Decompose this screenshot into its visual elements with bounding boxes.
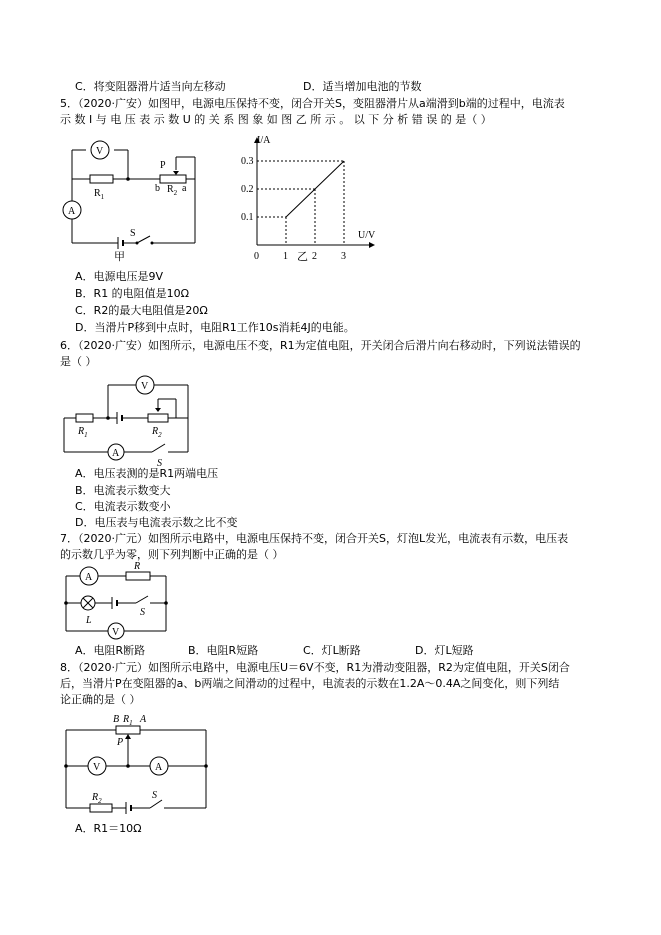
q8-slider-p-label: P	[117, 737, 124, 748]
q5-option-b: B．R1 的电阻值是10Ω	[75, 287, 190, 300]
q5-voltmeter-label: V	[96, 146, 104, 157]
y-tick-label: 0.2	[241, 184, 254, 195]
y-tick-label: 0.1	[241, 212, 254, 223]
x-tick-label: 1	[283, 251, 288, 262]
q5-r1-label: $R_1$	[94, 188, 105, 201]
q8-switch-label: S	[152, 790, 157, 801]
q5-r2-label: $R_2$	[167, 184, 178, 197]
q7-resistor-label: R	[134, 561, 141, 572]
q8-end-b-label: B	[113, 714, 120, 725]
q7-switch-label: S	[140, 607, 145, 618]
q7-lamp-label: L	[86, 615, 92, 626]
q5-figure-jia-caption: 甲	[114, 250, 125, 263]
y-tick-label: 0.3	[241, 156, 254, 167]
q5-ammeter-label: A	[68, 206, 76, 217]
q5-switch-label: S	[130, 228, 136, 239]
q7-stem-line2: 的示数几乎为零，则下列判断中正确的是（ ）	[60, 548, 284, 561]
q8-r1-label: $R_1$	[123, 714, 133, 727]
q6-r1-label: $R_1$	[78, 426, 88, 439]
q6-option-d: D．电压表与电流表示数之比不变	[75, 516, 238, 529]
x-tick-label: 0	[254, 251, 259, 262]
q4-option-c: C．将变阻器滑片适当向左移动	[75, 80, 226, 93]
q5-stem-line1: 5．（2020·广安）如图甲，电源电压保持不变，闭合开关S，变阻器滑片从a端滑到b端的过程中，电流表	[60, 97, 565, 110]
q6-stem-line1: 6．（2020·广安）如图所示，电源电压不变，R1为定值电阻，开关闭合后滑片向右移动时，下列说法错误的	[60, 339, 581, 352]
q5-option-c: C．R2的最大电阻值是20Ω	[75, 304, 208, 317]
q7-ammeter-label: A	[85, 572, 93, 583]
q7-option-b: B．电阻R短路	[188, 644, 259, 657]
q7-voltmeter-label: V	[112, 627, 120, 638]
q5-figure-yi-caption: 乙	[297, 250, 308, 263]
q8-stem-line3: 论正确的是（ ）	[60, 693, 141, 706]
q5-stem-line2: 示 数 I 与 电 压 表 示 数 U 的 关 系 图 象 如 图 乙 所 示 。 以 下 分 析 错 误 的 是（ ）	[60, 113, 492, 126]
q5-slider-p-label: P	[160, 160, 166, 171]
q7-stem-line1: 7．（2020·广元）如图所示电路中，电源电压保持不变，闭合开关S，灯泡L发光，电流表有示数，电压表	[60, 532, 569, 545]
chart-xlabel: U/V	[358, 230, 376, 241]
q8-stem-line2: 后，当滑片P在变阻器的a、b两端之间滑动的过程中，电流表的示数在1.2A～0.4A之间变化，则下列结	[60, 677, 560, 690]
q5-end-a-label: a	[182, 183, 187, 194]
q6-option-a: A．电压表测的是R1两端电压	[75, 467, 219, 480]
q8-ammeter-label: A	[155, 762, 163, 773]
q8-end-a-label: A	[140, 714, 147, 725]
q7-option-d: D．灯L短路	[415, 644, 474, 657]
q8-r2-label: $R_2$	[92, 792, 102, 805]
q8-voltmeter-label: V	[93, 762, 101, 773]
q7-option-c: C．灯L断路	[303, 644, 361, 657]
q5-option-d: D．当滑片P移到中点时，电阻R1工作10s消耗4J的电能。	[75, 321, 355, 334]
q6-voltmeter-label: V	[141, 381, 149, 392]
q6-r2-label: $R_2$	[152, 426, 162, 439]
q7-option-a: A．电阻R断路	[75, 644, 146, 657]
q6-option-c: C．电流表示数变小	[75, 500, 171, 513]
q8-stem-line1: 8．（2020·广元）如图所示电路中，电源电压U＝6V不变，R1为滑动变阻器，R2为定值电阻，开关S闭合	[60, 661, 570, 674]
q8-option-a: A．R1＝10Ω	[75, 822, 142, 835]
q6-option-b: B．电流表示数变大	[75, 484, 171, 497]
x-tick-label: 3	[341, 251, 346, 262]
q6-stem-line2: 是（ ）	[60, 355, 97, 368]
q5-end-b-label: b	[155, 183, 160, 194]
x-tick-label: 2	[312, 251, 317, 262]
q5-option-a: A．电源电压是9V	[75, 270, 164, 283]
q4-option-d: D．适当增加电池的节数	[303, 80, 422, 93]
chart-ylabel: I/A	[257, 135, 271, 146]
q6-ammeter-label: A	[112, 448, 120, 459]
q6-switch-label: S	[157, 458, 162, 469]
